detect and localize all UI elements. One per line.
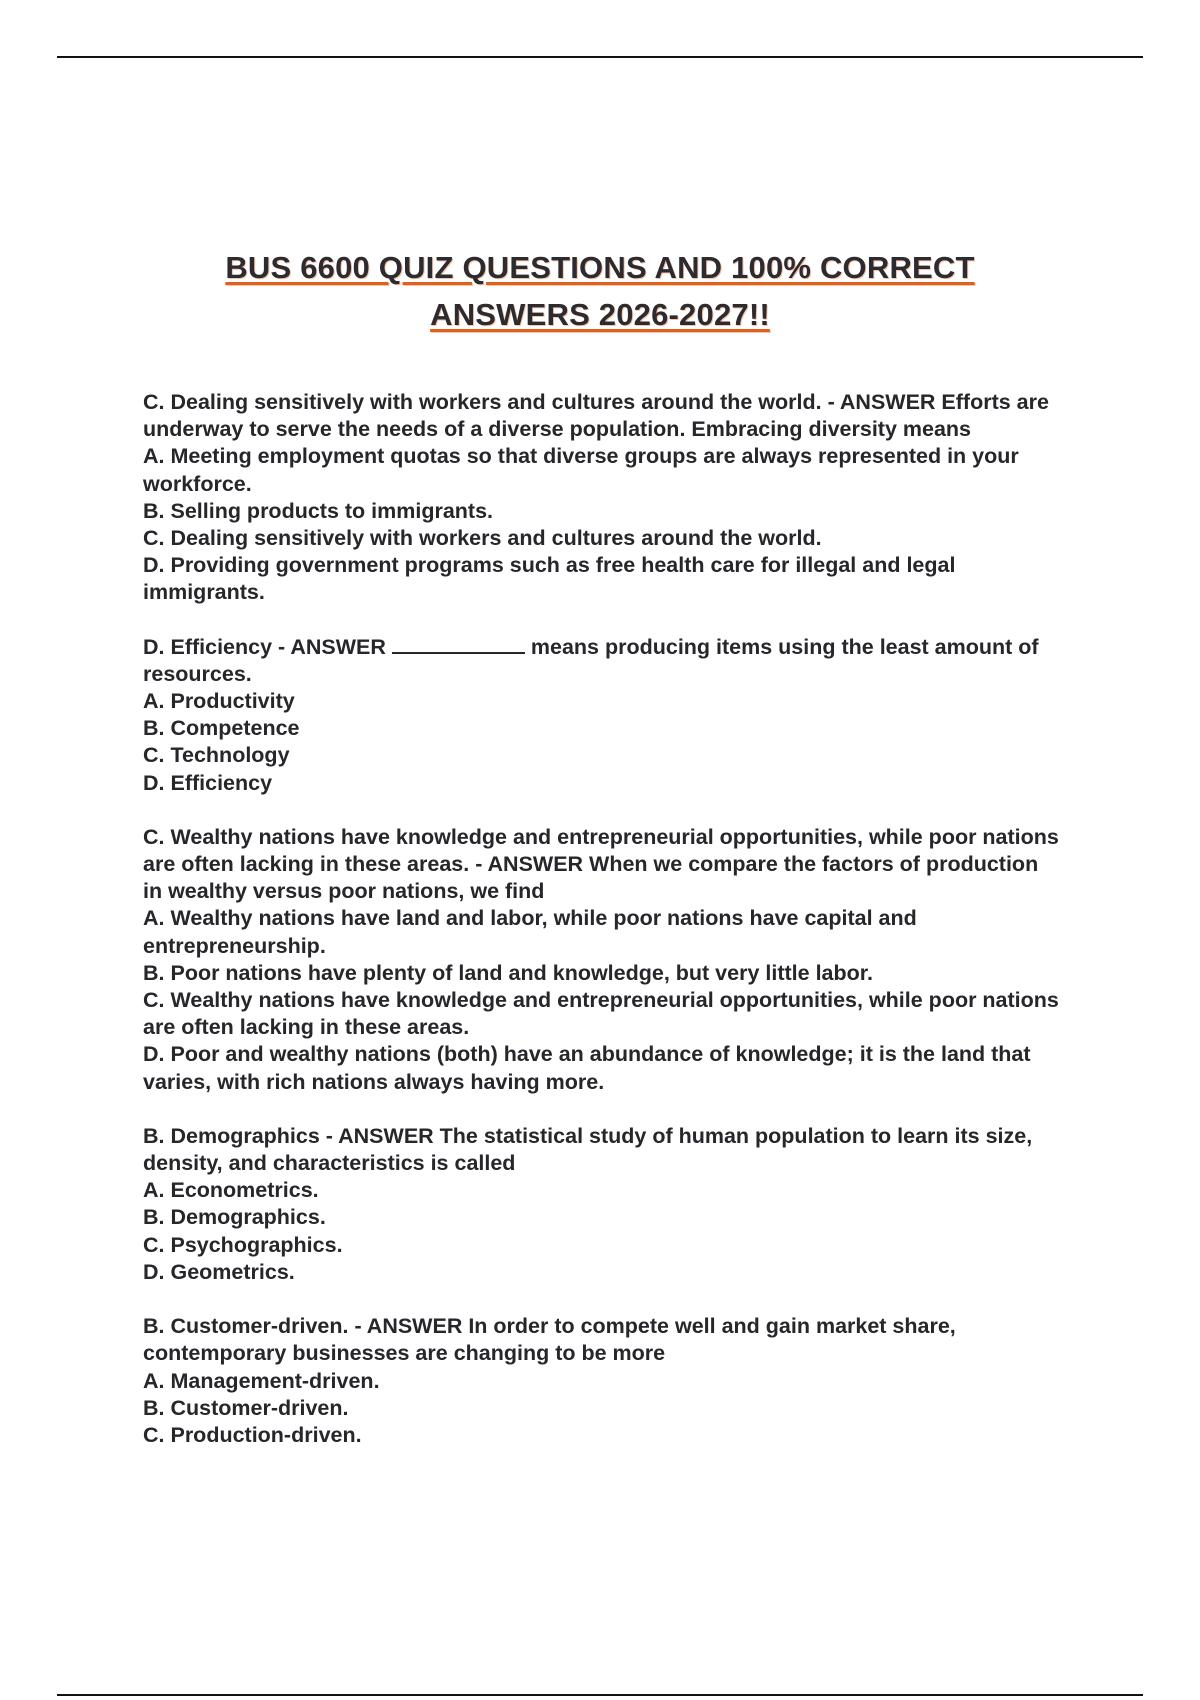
question-stem: C. Dealing sensitively with workers and cultures around the world. - ANSWER Efforts are underway to serve the needs of a diverse population. Embracing diversity means — [143, 390, 1049, 442]
option: A. Productivity — [143, 689, 295, 714]
option: A. Meeting employment quotas so that diverse groups are always represented in your workforce. — [143, 444, 1019, 496]
option: A. Econometrics. — [143, 1178, 319, 1203]
option: D. Poor and wealthy nations (both) have an abundance of knowledge; it is the land that varies, with rich nations always having more. — [143, 1042, 1031, 1094]
option: C. Dealing sensitively with workers and cultures around the world. — [143, 526, 822, 551]
option: A. Management-driven. — [143, 1368, 380, 1393]
question-block-4 — [143, 1123, 1063, 1286]
option: C. Technology — [143, 743, 290, 768]
question-block-1 — [143, 389, 1063, 607]
option: B. Competence — [143, 716, 300, 741]
option: B. Demographics. — [143, 1205, 326, 1230]
question-block-3 — [143, 824, 1063, 1096]
option: B. Selling products to immigrants. — [143, 498, 494, 523]
stem-after-blank: means producing items using the least amount of resources. — [143, 634, 1039, 686]
bottom-rule — [57, 1694, 1143, 1696]
option: D. Efficiency — [143, 770, 273, 795]
option: D. Geometrics. — [143, 1259, 295, 1284]
question-block-2 — [143, 634, 1063, 797]
question-stem: C. Wealthy nations have knowledge and entrepreneurial opportunities, while poor nations are often lacking in these areas. - ANSWER When we compare the factors of production in wealthy versus poor nations, we find — [143, 824, 1059, 904]
question-stem: B. Customer-driven. - ANSWER In order to compete well and gain market share, contemporary businesses are changing to be more — [143, 1314, 956, 1366]
option: C. Wealthy nations have knowledge and entrepreneurial opportunities, while poor nations are often lacking in these areas. — [143, 988, 1059, 1040]
question-block-5 — [143, 1313, 1063, 1449]
option: C. Production-driven. — [143, 1422, 362, 1447]
question-stem — [143, 634, 1063, 688]
title-line-1: BUS 6600 QUIZ QUESTIONS AND 100% CORRECT — [225, 250, 975, 285]
option: B. Poor nations have plenty of land and knowledge, but very little labor. — [143, 960, 873, 985]
title-line-2: ANSWERS 2026-2027!! — [430, 297, 770, 332]
option: D. Providing government programs such as free health care for illegal and legal immigrants. — [143, 553, 956, 605]
question-stem: B. Demographics - ANSWER The statistical study of human population to learn its size, density, and characteristics is called — [143, 1123, 1033, 1176]
option: B. Customer-driven. — [143, 1395, 349, 1420]
option: A. Wealthy nations have land and labor, while poor nations have capital and entrepreneurship. — [143, 906, 917, 958]
top-rule — [57, 56, 1143, 58]
stem-before-blank: D. Efficiency - ANSWER — [143, 634, 386, 659]
quiz-content — [143, 389, 1063, 1476]
fill-in-blank — [392, 634, 525, 654]
option: C. Psychographics. — [143, 1232, 343, 1257]
document-title — [0, 244, 1200, 338]
